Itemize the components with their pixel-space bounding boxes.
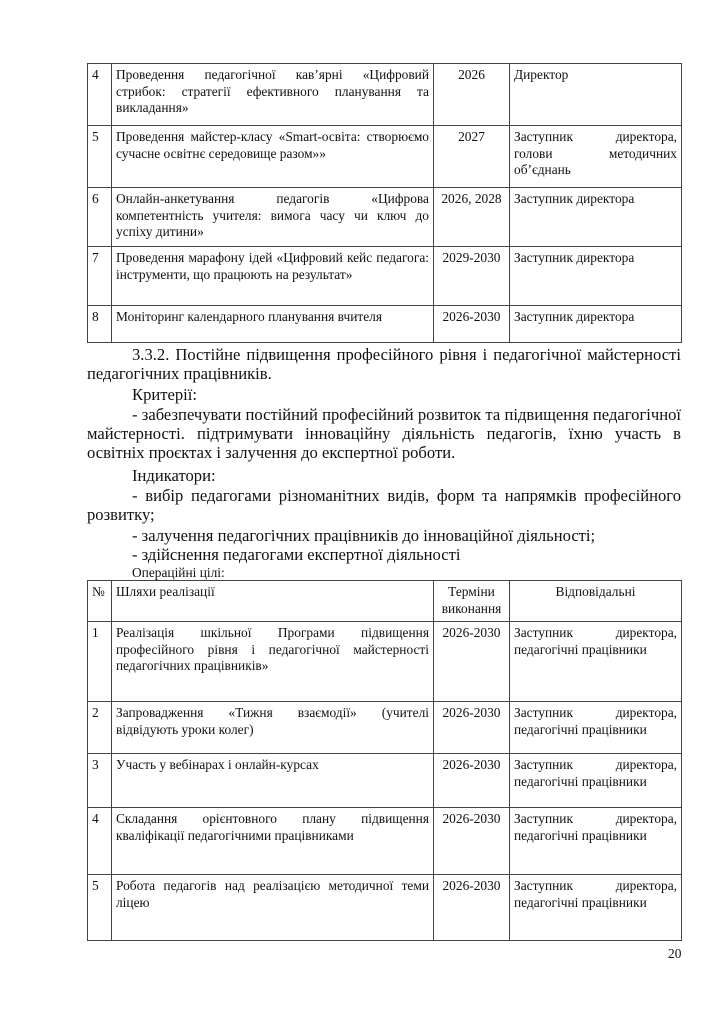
implementation-path: Запровадження «Тижня взаємодії» (учителі відвідують уроки колег): [112, 702, 434, 754]
deadline: 2026-2030: [434, 754, 510, 808]
implementation-path: Складання орієнтовного плану підвищення кваліфікації педагогічними працівниками: [112, 808, 434, 875]
deadline: 2026-2030: [434, 808, 510, 875]
responsible: Заступник директора, педагогічні працівники: [510, 875, 682, 941]
indicator-item: - здійснення педагогами експертної діяльності: [132, 545, 461, 564]
responsible: Заступник директора, педагогічні працівники: [510, 808, 682, 875]
row-number: 4: [88, 64, 112, 126]
deadline: 2026-2030: [434, 622, 510, 702]
table-row: [88, 622, 682, 702]
row-number: 4: [88, 808, 112, 875]
deadline: 2026: [434, 64, 510, 126]
table-row: [88, 808, 682, 875]
responsible: Заступник директора: [510, 247, 682, 306]
row-number: 5: [88, 875, 112, 941]
operational-goals-label: Операційні цілі:: [132, 565, 225, 580]
implementation-path: Проведення марафону ідей «Цифровий кейс педагога: інструменти, що працюють на результат»: [112, 247, 434, 306]
row-number: 5: [88, 126, 112, 188]
table-row: [88, 64, 682, 126]
deadline: 2029-2030: [434, 247, 510, 306]
responsible: Заступник директора, педагогічні працівники: [510, 702, 682, 754]
table-row: [88, 126, 682, 188]
table-row: [88, 188, 682, 247]
table-row: [88, 306, 682, 343]
responsible: Заступник директора, педагогічні працівники: [510, 622, 682, 702]
row-number: 7: [88, 247, 112, 306]
table-row: [88, 875, 682, 941]
responsible: Заступник директора, голови методичних об’єднань: [510, 126, 682, 188]
implementation-path: Проведення педагогічної кав’ярні «Цифровий стрибок: стратегії ефективного планування та викладання»: [112, 64, 434, 126]
implementation-path: Участь у вебінарах і онлайн-курсах: [112, 754, 434, 808]
activities-table-continued: [87, 63, 682, 343]
responsible: Заступник директора: [510, 306, 682, 343]
table-row: [88, 754, 682, 808]
table-header-row: [88, 581, 682, 622]
deadline: 2026, 2028: [434, 188, 510, 247]
deadline: 2027: [434, 126, 510, 188]
responsible: Заступник директора, педагогічні працівники: [510, 754, 682, 808]
indicator-item: - залучення педагогічних працівників до інноваційної діяльності;: [132, 526, 596, 545]
header-path: Шляхи реалізації: [112, 581, 434, 622]
implementation-path: Онлайн-анкетування педагогів «Цифрова компетентність учителя: вимога часу чи ключ до успіху дитини»: [112, 188, 434, 247]
table-row: [88, 702, 682, 754]
header-number: №: [88, 581, 112, 622]
deadline: 2026-2030: [434, 875, 510, 941]
indicator-item: - вибір педагогами різноманітних видів, форм та напрямків професійного розвитку;: [87, 486, 681, 525]
indicators-label: Індикатори:: [132, 466, 216, 485]
row-number: 8: [88, 306, 112, 343]
header-deadline: Терміни виконання: [434, 581, 510, 622]
criteria-label: Критерії:: [132, 385, 197, 404]
row-number: 6: [88, 188, 112, 247]
page-number: 20: [668, 946, 682, 961]
responsible: Заступник директора: [510, 188, 682, 247]
header-responsible: Відповідальні: [510, 581, 682, 622]
implementation-path: Проведення майстер-класу «Smart-освіта: створюємо сучасне освітнє середовище разом»»: [112, 126, 434, 188]
row-number: 1: [88, 622, 112, 702]
deadline: 2026-2030: [434, 702, 510, 754]
implementation-path: Реалізація шкільної Програми підвищення професійного рівня і педагогічної майстерності педагогічних працівників»: [112, 622, 434, 702]
implementation-path: Робота педагогів над реалізацією методичної теми ліцею: [112, 875, 434, 941]
operational-goals-table: [87, 580, 682, 941]
table-row: [88, 247, 682, 306]
criteria-text: - забезпечувати постійний професійний розвиток та підвищення педагогічної майстерності. підтримувати інноваційну діяльність педагогів, їхню участь в освітніх проєктах і залучення до експертної роботи.: [87, 405, 681, 463]
row-number: 3: [88, 754, 112, 808]
deadline: 2026-2030: [434, 306, 510, 343]
row-number: 2: [88, 702, 112, 754]
responsible: Директор: [510, 64, 682, 126]
implementation-path: Моніторинг календарного планування вчителя: [112, 306, 434, 343]
section-heading: 3.3.2. Постійне підвищення професійного рівня і педагогічної майстерності педагогічних працівників.: [87, 345, 681, 384]
